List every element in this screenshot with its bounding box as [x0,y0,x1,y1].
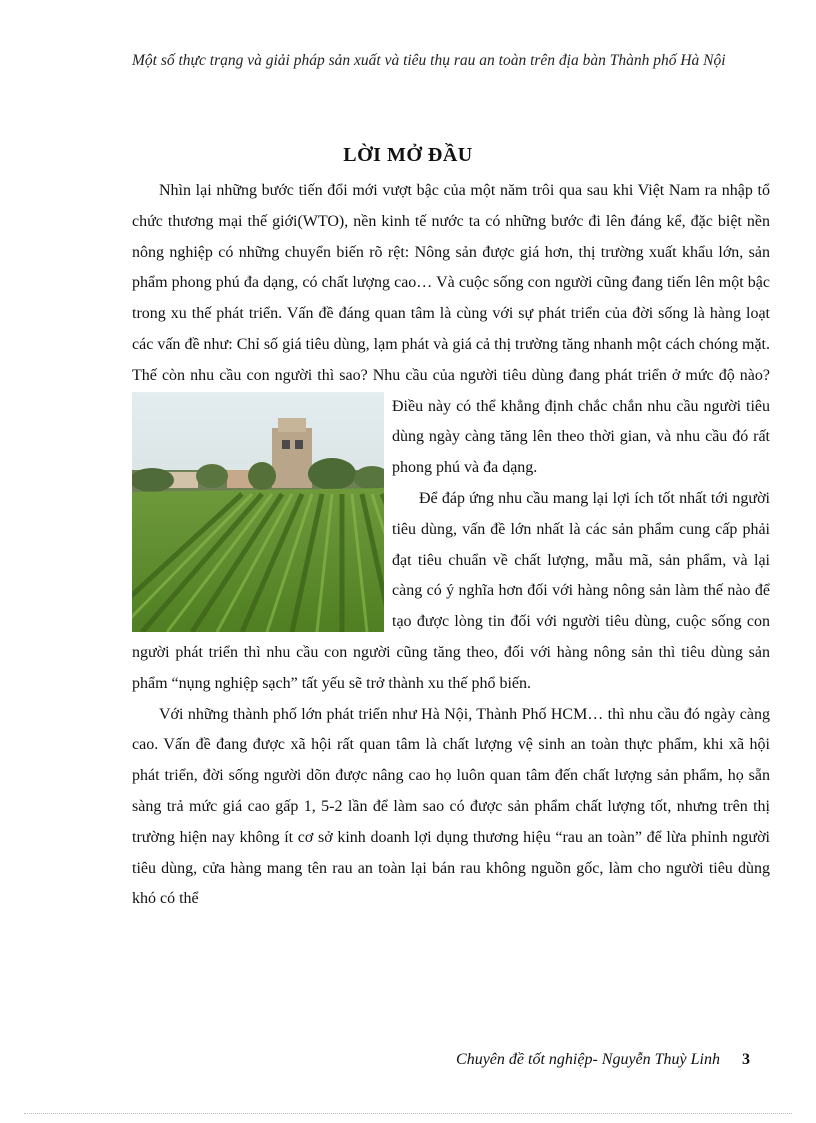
paragraph-3: Với những thành phố lớn phát triển như Hà Nội, Thành Phố HCM… thì nhu cầu đó ngày càng cao. Vấn đề đang được xã hội rất quan tâm là chất lượng vệ sinh an toàn thực phẩm, khi xã hội phát triển, đời sống người dõn được nâng cao họ luôn quan tâm đến chất lượng sản phẩm, họ sẵn sàng trả mức giá cao gấp 1, 5-2 lần để làm sao có được sản phẩm chất lượng tốt, nhưng trên thị trường hiện nay không ít cơ sở kinh doanh lợi dụng thương hiệu “rau an toàn” để lừa phỉnh người tiêu dùng, cửa hàng mang tên rau an toàn lại bán rau không nguồn gốc, làm cho người tiêu dùng khó có thể [132,705,770,908]
page-footer [456,1051,750,1069]
paragraph-1-lead: Nhìn lại những bước tiến đổi mới vượt bậc của một năm trôi qua sau khi Việt Nam ra nhập tổ chức thương mại thế giới(WTO), nền kinh tế nước ta có những bước đi lên đáng kể, đặc biệt nền nông nghiệp có những chuyển biến rõ rệt: Nông sản được giá hơn, thị trường xuất khẩu lớn, sản phẩm phong phú đa dạng, có chất lượng cao… Và cuộc sống con người cũng đang tiến lên một bậc trong xu thế phát triển. Vấn đề đáng quan tâm là cùng với sự phát triển của đời sống là hàng loạt các vấn đề như: Chỉ số giá tiêu dùng, lạm phát và giá cả thị trường tăng nhanh một cách chóng mặt. Thế còn nhu cầu con người thì sao? Nhu cầu của người tiêu dùng đang phát triển ở mức độ nào? [132,182,770,384]
footer-divider [24,1113,792,1114]
footer-author: Chuyên đề tốt nghiệp- Nguyễn Thuỳ Linh [456,1051,720,1068]
paragraph-1-rest: Điều này có thể khẳng định chắc chắn nhu cầu người tiêu dùng ngày càng tăng lên theo thời gian, và nhu cầu đó rất phong phú và đa dạng. [392,397,770,477]
field-photo-drawing [132,392,384,632]
vegetable-field-photo [132,392,384,632]
page-number: 3 [742,1051,750,1068]
paragraph-1 [132,176,770,484]
running-header: Một số thực trạng và giải pháp sản xuất và tiêu thụ rau an toàn trên địa bàn Thành phố Hà Nội [132,52,726,69]
page-title: LỜI MỞ ĐẦU [343,144,473,166]
body-text [132,176,770,915]
paragraph-2: Để đáp ứng nhu cầu mang lại lợi ích tốt nhất tới người tiêu dùng, vấn đề lớn nhất là các sản phẩm cung cấp phải đạt tiêu chuẩn về chất lượng, mẫu mã, sản phẩm, và lại càng có ý nghĩa hơn đối với hàng nông sản làm thế nào để tạo được lòng tin đối với người tiêu dùng, cuộc sống con người phát triển thì nhu cầu con người cũng tăng theo, đối với hàng nông sản thì tiêu dùng sản phẩm “nụng nghiệp sạch” tất yếu sẽ trở thành xu thế phổ biến. [132,489,770,692]
